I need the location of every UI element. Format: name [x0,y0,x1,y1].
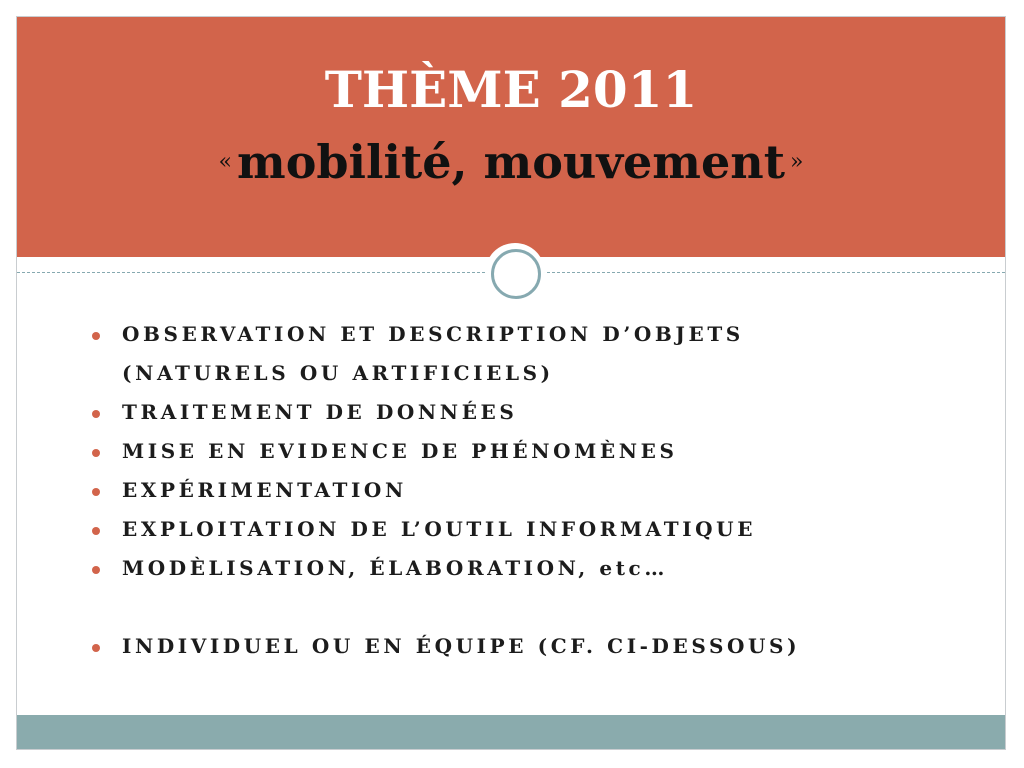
list-item [87,471,967,510]
bullet-dot-icon [92,644,100,652]
bullet-dot-icon [92,410,100,418]
quote-close: » [790,149,804,175]
circle-medallion-icon [485,243,545,303]
list-item-text: EXPLOITATION DE L’OUTIL INFORMATIQUE [122,517,757,541]
list-item [87,393,967,432]
list-item-text-continued: (NATURELS OU ARTIFICIELS) [122,361,554,385]
list-item-text: INDIVIDUEL OU EN ÉQUIPE (CF. CI-DESSOUS) [122,634,801,658]
medallion-ring [491,249,541,299]
bullet-list [87,315,967,666]
quote-open: « [218,149,232,175]
slide [16,16,1006,750]
list-item [87,432,967,471]
slide-title: THÈME 2011 [324,60,698,119]
bullet-dot-icon [92,527,100,535]
list-item-text: MISE EN EVIDENCE DE PHÉNOMÈNES [122,439,678,463]
list-item [87,627,967,666]
footer-band [17,715,1005,749]
bullet-dot-icon [92,488,100,496]
bullet-dot-icon [92,449,100,457]
title-band [17,17,1005,257]
list-item-text: MODÈLISATION, ÉLABORATION, etc… [122,556,668,580]
list-item [87,510,967,549]
list-item [87,549,967,588]
bullet-dot-icon [92,332,100,340]
list-item-text: TRAITEMENT DE DONNÉES [122,400,518,424]
list-item-text: OBSERVATION ET DESCRIPTION D’OBJETS [122,322,744,346]
list-item-text: EXPÉRIMENTATION [122,478,407,502]
list-item [87,315,967,393]
subtitle-text: mobilité, mouvement [237,135,785,189]
list-spacer [87,588,967,627]
bullet-dot-icon [92,566,100,574]
slide-subtitle [17,135,1005,189]
